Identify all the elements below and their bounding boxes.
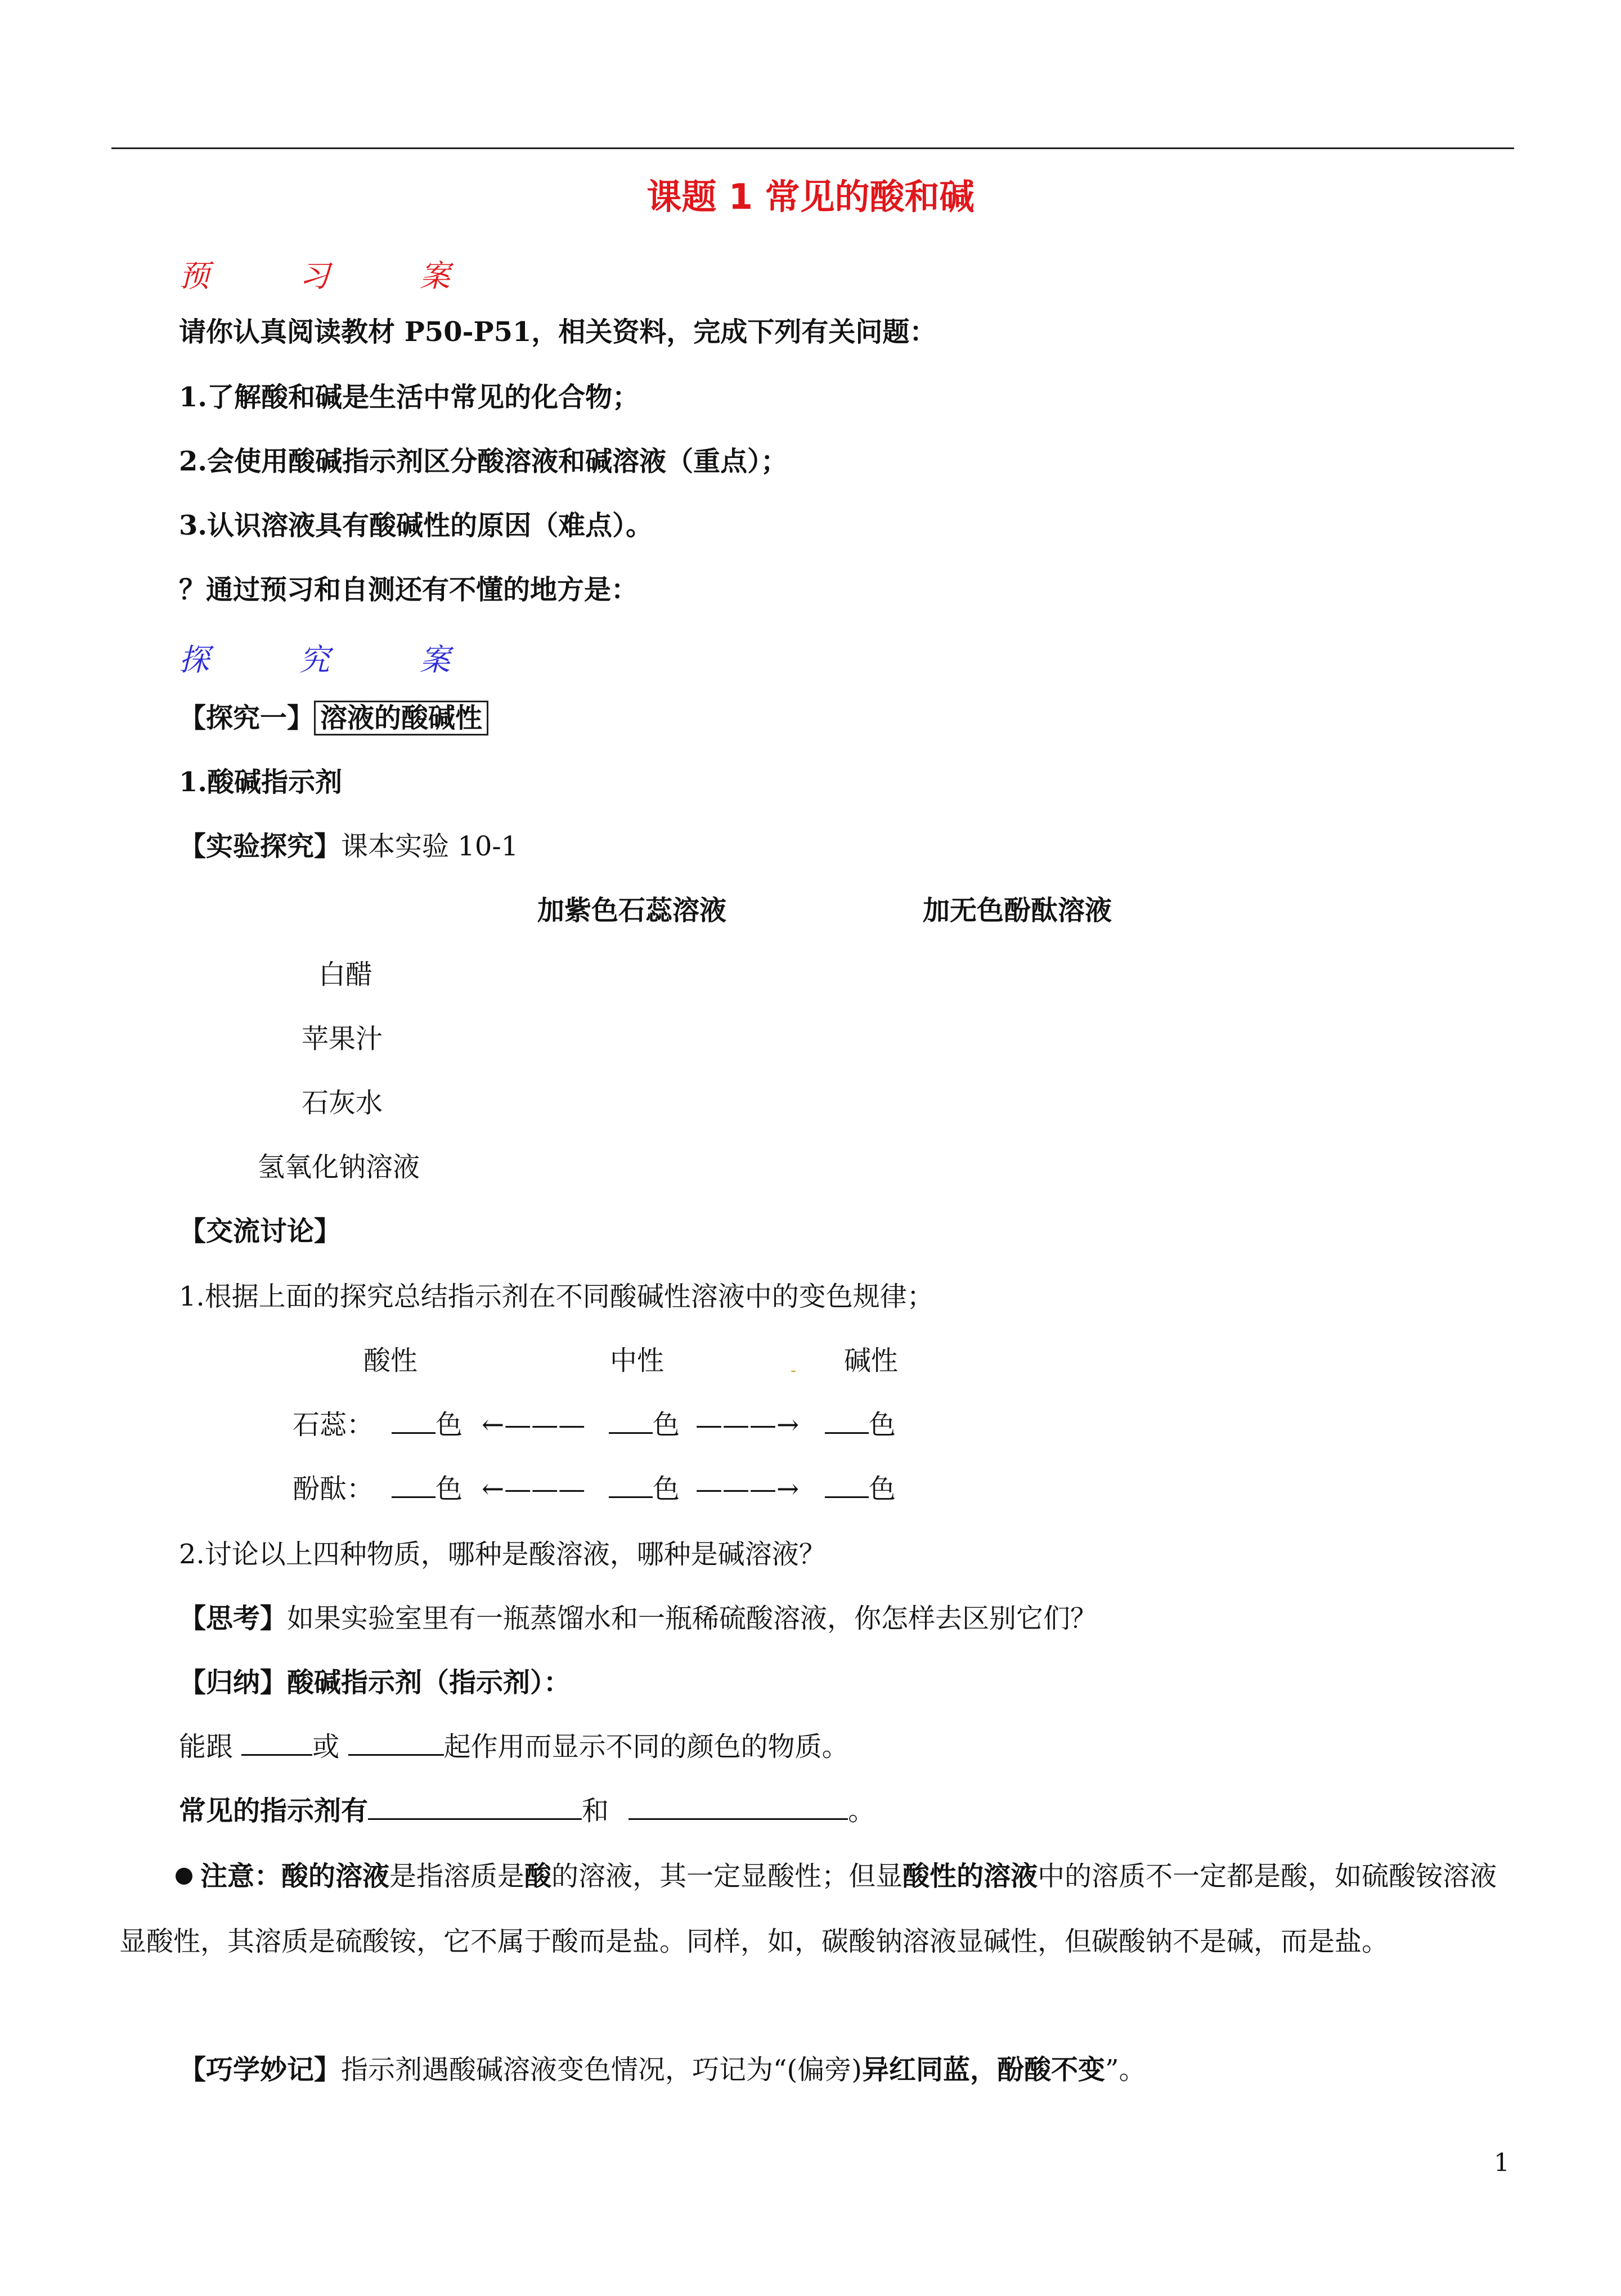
common-blank-2[interactable]: [628, 1796, 848, 1820]
column-phenolphthalein: 加无色酚酞溶液: [923, 895, 1112, 926]
discussion-q2: 2.讨论以上四种物质，哪种是酸溶液，哪种是碱溶液？: [179, 1539, 826, 1570]
header-rule: [111, 147, 1514, 149]
ph-header-base: 碱性: [844, 1345, 899, 1376]
common-indicators-line: 常见的指示剂有 和 。: [179, 1795, 875, 1827]
discussion-label: 【交流讨论】: [179, 1216, 342, 1247]
definition-blank-2[interactable]: [348, 1732, 444, 1756]
preview-item-2: 2.会使用酸碱指示剂区分酸溶液和碱溶液（重点）；: [179, 446, 788, 477]
indicator-heading: 1.酸碱指示剂: [179, 766, 343, 798]
discussion-q1: 1.根据上面的探究总结指示剂在不同酸碱性溶液中的变色规律；: [179, 1281, 934, 1312]
definition-blank-1[interactable]: [241, 1732, 312, 1756]
summary-line: 【归纳】酸碱指示剂（指示剂）：: [179, 1667, 571, 1698]
substance-limewater: 石灰水: [302, 1087, 383, 1119]
phenol-neutral-blank[interactable]: 色: [609, 1473, 680, 1506]
note-paragraph: 注意：酸的溶液是指溶质是酸的溶液，其一定显酸性；但显酸性的溶液中的溶质不一定都是酸，如硫酸铵溶液显酸性，其溶质是硫酸铵，它不属于酸而是盐。同样，如，碳酸钠溶液显碱性，但碳酸钠不是碱，而是盐。: [119, 1860, 1497, 1957]
think-line: 【思考】如果实验室里有一瓶蒸馏水和一瓶稀硫酸溶液，你怎样去区别它们？: [179, 1603, 1098, 1634]
phenol-row-label: 酚酞：: [293, 1473, 374, 1505]
preview-intro: 请你认真阅读教材 P50-P51，相关资料，完成下列有关问题：: [179, 316, 937, 348]
phenol-acid-blank[interactable]: 色: [392, 1473, 462, 1506]
common-blank-1[interactable]: [368, 1796, 582, 1820]
explore-heading: 探 究 案: [179, 642, 450, 678]
page-number: 1: [1494, 2149, 1510, 2177]
litmus-neutral-blank[interactable]: 色: [609, 1409, 680, 1442]
right-arrow-icon: ———→: [695, 1409, 800, 1441]
preview-item-3: 3.认识溶液具有酸碱性的原因（难点）。: [179, 510, 653, 541]
definition-line: 能跟 或 起作用而显示不同的颜色的物质。: [179, 1731, 849, 1763]
substance-apple-juice: 苹果汁: [302, 1023, 383, 1055]
preview-item-1: 1.了解酸和碱是生活中常见的化合物；: [179, 382, 640, 413]
substance-vinegar: 白醋: [318, 959, 373, 990]
bullet-icon: [176, 1868, 192, 1885]
phenol-base-blank[interactable]: 色: [825, 1473, 896, 1506]
ph-header-neutral: 中性: [610, 1345, 664, 1376]
litmus-base-blank[interactable]: 色: [825, 1409, 896, 1442]
page-title: 课题 1 常见的酸和碱: [646, 176, 975, 217]
part1-heading: 【探究一】 溶液的酸碱性: [179, 702, 488, 735]
litmus-row-label: 石蕊：: [293, 1409, 374, 1441]
preview-question: ？通过预习和自测还有不懂的地方是：: [179, 574, 639, 606]
memo-line: 【巧学妙记】指示剂遇酸碱溶液变色情况，巧记为“(偏旁)异红同蓝，酚酸不变”。: [179, 2054, 1146, 2086]
preview-heading: 预 习 案: [179, 258, 450, 294]
scan-mark: -: [791, 1361, 797, 1380]
column-litmus: 加紫色石蕊溶液: [537, 895, 727, 926]
litmus-acid-blank[interactable]: 色: [392, 1409, 462, 1442]
ph-header-acid: 酸性: [363, 1345, 418, 1376]
experiment-line: 【实验探究】课本实验 10-1: [179, 831, 519, 862]
part1-title-box: 溶液的酸碱性: [314, 701, 488, 736]
right-arrow-icon: ———→: [695, 1473, 800, 1505]
substance-naoh: 氢氧化钠溶液: [258, 1151, 420, 1183]
left-arrow-icon: ←———: [482, 1409, 586, 1441]
left-arrow-icon: ←———: [482, 1473, 586, 1505]
